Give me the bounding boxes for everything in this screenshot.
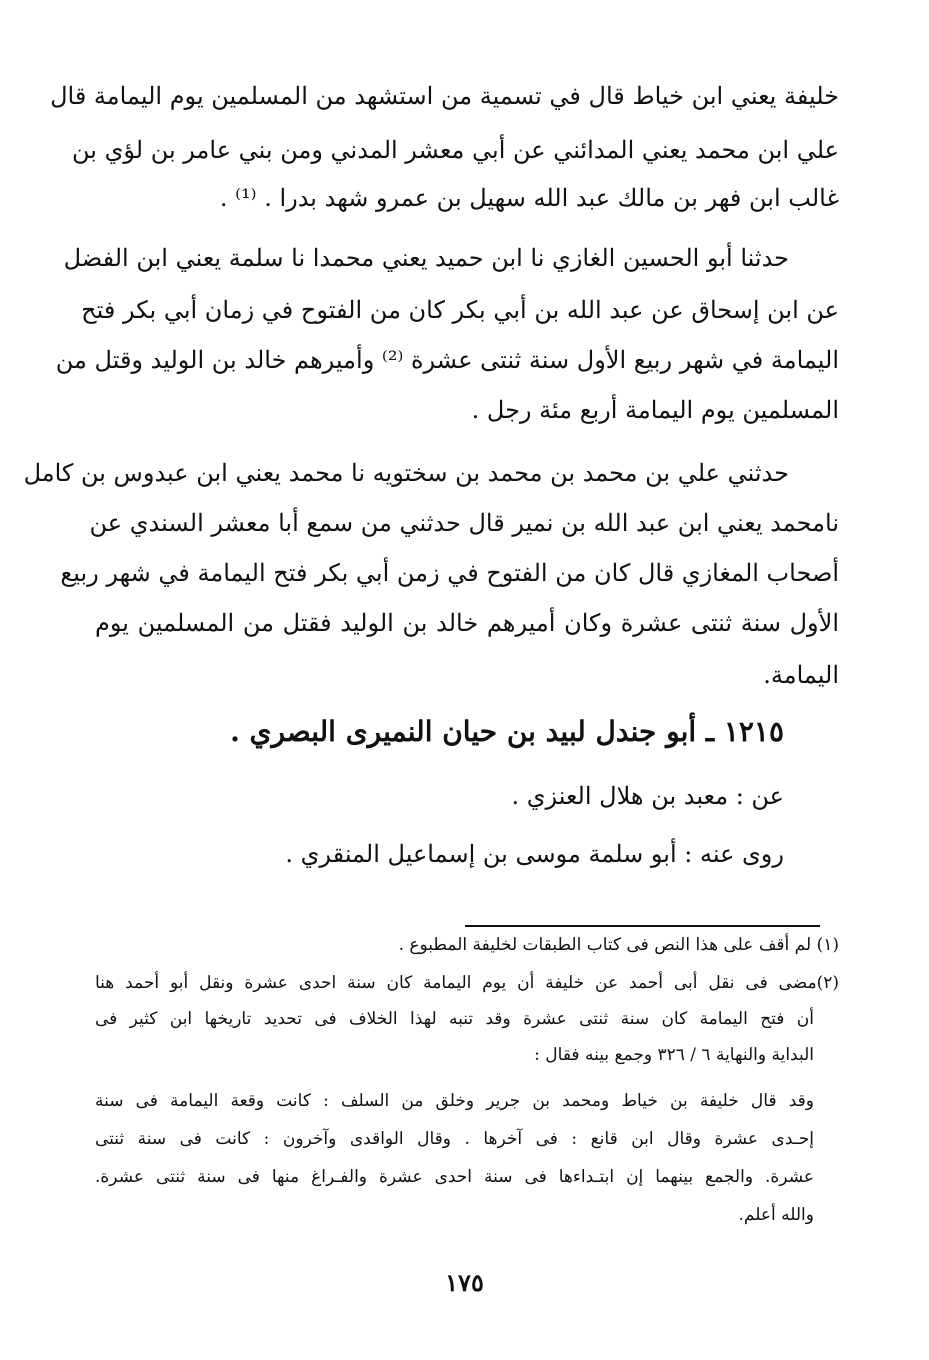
paragraph-3-line-1: حدثني علي بن محمد بن محمد بن سختويه نا محمد يعني ابن عبدوس بن كامل xyxy=(23,459,789,487)
footnote-2-line-3: البداية والنهاية ٦ / ٣٢٦ وجمع بينه فقال : xyxy=(534,1045,814,1065)
page-number: ١٧٥ xyxy=(445,1268,484,1297)
paragraph-1-line-3: غالب ابن فهر بن مالك عبد الله سهيل بن عمرو شهد بدرا . ⁽¹⁾ . xyxy=(219,184,839,212)
entry-narrators: روى عنه : أبو سلمة موسى بن إسماعيل المنقري . xyxy=(285,840,784,868)
paragraph-3-line-4: الأول سنة ثنتى عشرة وكان أميرهم خالد بن الوليد فقتل من المسلمين يوم xyxy=(95,609,839,637)
footnote-2-line-2: أن فتح اليمامة كان سنة ثنتى عشرة وقد تنبه لهذا الخلاف فى تحديد تاريخها ابن كثير فى xyxy=(95,1009,814,1029)
footnote-1: (١) لم أقف على هذا النص فى كتاب الطبقات لخليفة المطبوع . xyxy=(398,935,839,955)
paragraph-3-line-3: أصحاب المغازي قال كان من الفتوح في زمن أبي بكر فتح اليمامة في شهر ربيع xyxy=(60,559,839,587)
paragraph-2-line-4: المسلمين يوم اليمامة أربع مئة رجل . xyxy=(471,396,839,424)
paragraph-2-line-3: اليمامة في شهر ربيع الأول سنة ثنتى عشرة ⁽²⁾ وأميرهم خالد بن الوليد وقتل من xyxy=(55,346,839,374)
paragraph-3-line-5: اليمامة. xyxy=(763,661,839,689)
footnote-2-line-1: (٢)مضى فى نقل أبى أحمد عن خليفة أن يوم اليمامة كان سنة احدى عشرة ونقل أبو أحمد هنا xyxy=(95,973,839,993)
paragraph-2-line-2: عن ابن إسحاق عن عبد الله بن أبي بكر كان من الفتوح في زمان أبي بكر فتح xyxy=(81,296,839,324)
paragraph-3-line-2: نامحمد يعني ابن عبد الله بن نمير قال حدثني من سمع أبا معشر السندي عن xyxy=(89,509,839,537)
paragraph-1-line-1: خليفة يعني ابن خياط قال في تسمية من استشهد من المسلمين يوم اليمامة قال xyxy=(50,82,839,110)
footnote-quote-line-1: وقد قال خليفة بن خياط ومحمد بن جرير وخلق من السلف : كانت وقعة اليمامة فى سنة xyxy=(95,1091,814,1111)
footnote-quote-line-2: إحـدى عشرة وقال ابن قانع : فى آخرها . وقال الواقدى وآخرون : كانت فى سنة ثنتى xyxy=(95,1129,814,1149)
footnote-quote-line-4: والله أعلم. xyxy=(738,1205,814,1225)
paragraph-2-line-1: حدثنا أبو الحسين الغازي نا ابن حميد يعني محمدا نا سلمة يعني ابن الفضل xyxy=(63,244,789,272)
entry-title: ١٢١٥ ـ أبو جندل لبيد بن حيان النميرى البصري . xyxy=(230,715,784,748)
footnote-separator xyxy=(465,925,820,927)
footnote-quote-line-3: عشرة. والجمع بينهما إن ابتـداءها فى سنة احدى عشرة والفـراغ منها فى سنة ثنتى عشرة. xyxy=(95,1167,814,1187)
entry-from: عن : معبد بن هلال العنزي . xyxy=(511,782,784,810)
paragraph-1-line-2: علي ابن محمد يعني المدائني عن أبي معشر المدني ومن بني عامر بن لؤي بن xyxy=(72,136,839,164)
